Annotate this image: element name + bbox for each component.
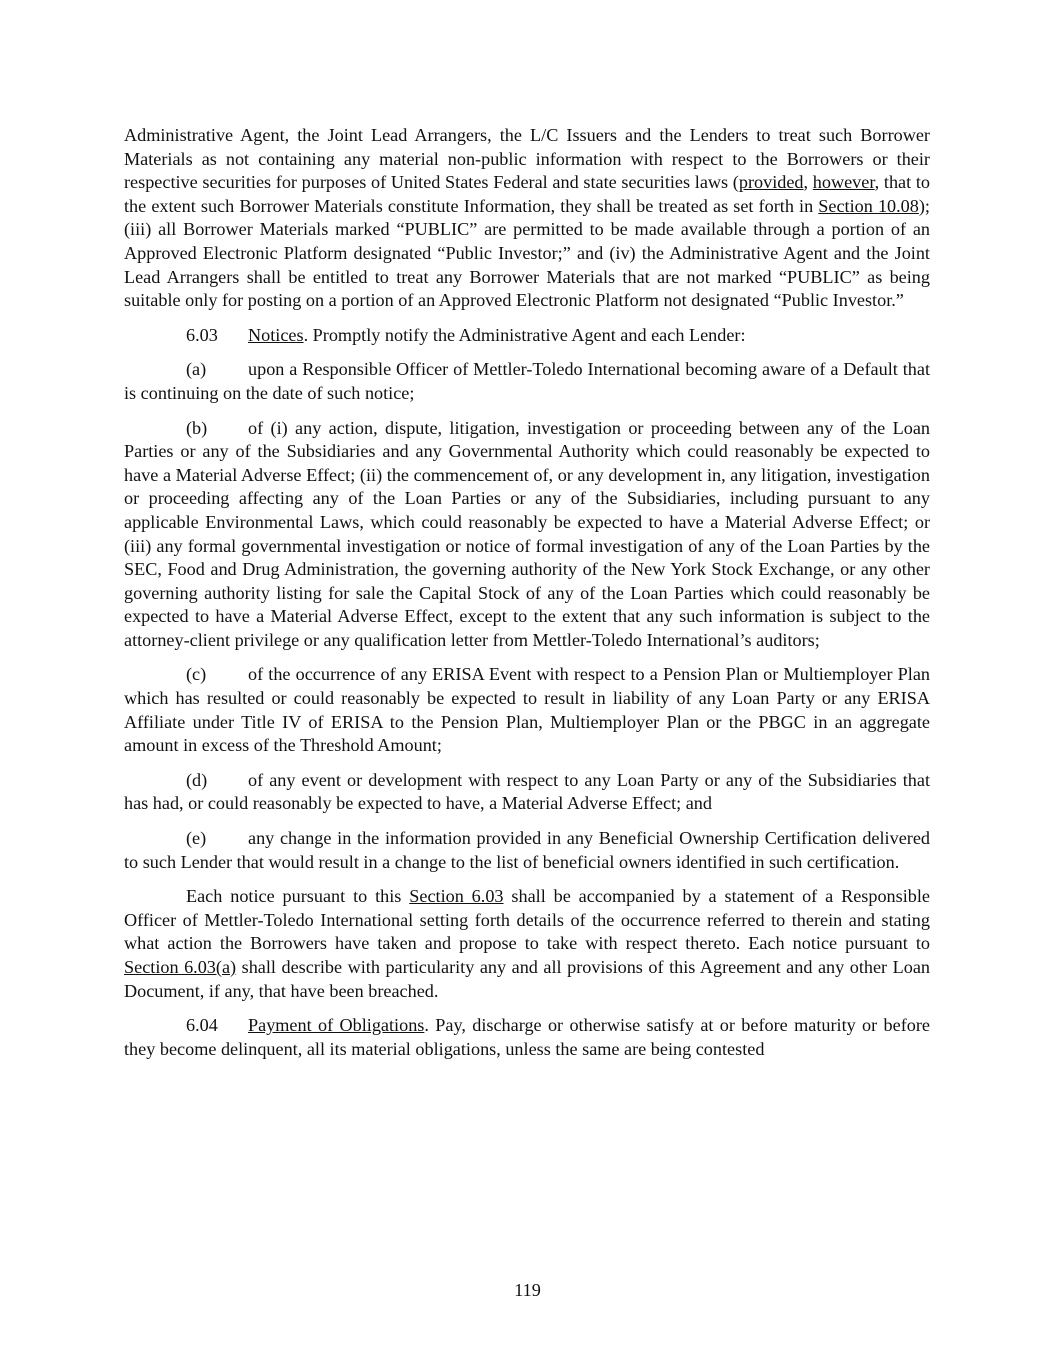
- section-6-03a-link[interactable]: Section 6.03(a): [124, 957, 237, 977]
- clause-label: (c): [186, 664, 207, 685]
- section-6-03-link[interactable]: Section 6.03: [409, 886, 504, 907]
- clause-label: (a): [186, 359, 207, 380]
- clause-d: (d) of any event or development with respect to any Loan Party or any of the Subsidiaries that has had, or could reasonably be expected to have, a Material Adverse Effect; and: [124, 769, 930, 814]
- clause-e: (e) any change in the information provided in any Beneficial Ownership Certification delivered to such Lender that would result in a change to the list of beneficial owners identified in such certification.: [124, 828, 930, 872]
- however-term: however: [812, 172, 875, 193]
- section-heading: Notices: [248, 324, 304, 345]
- clause-label: (d): [186, 769, 208, 790]
- clause-c: (c) of the occurrence of any ERISA Event with respect to a Pension Plan or Multiemployer Plan which has resulted or could reasonably be expected to result in liability of any Loan Party or any ERISA Affiliate under Title IV of ERISA to the Pension Plan, Multiemployer Plan or the PBGC in an aggregate amount in excess of the Threshold Amount;: [124, 664, 930, 756]
- each-notice-paragraph: Each notice pursuant to this Section 6.03 shall be accompanied by a statement of a Responsible Officer of Mettler-Toledo International setting forth details of the occurrence referred to therein and stating what action the Borrowers have taken and propose to take with respect thereto. Each notice pursuant to Section 6.03(a) shall describe with particularity any and all provisions of this Agreement and any other Loan Document, if any, that have been breached.: [124, 886, 930, 1001]
- section-number: 6.04: [186, 1015, 218, 1036]
- section-number: 6.03: [186, 324, 218, 345]
- section-6-04-paragraph: 6.04 Payment of Obligations. Pay, discharge or otherwise satisfy at or before maturity or before they become delinquent, all its material obligations, unless the same are being contested: [124, 1015, 931, 1059]
- page-number: 119: [514, 1280, 541, 1300]
- clause-b: (b) of (i) any action, dispute, litigation, investigation or proceeding between any of the Loan Parties or any of the Subsidiaries and any Governmental Authority which could reasonably be expected to have a Material Adverse Effect; (ii) the commencement of, or any development in, any litigation, investigation or proceeding affecting any of the Loan Parties or any of the Subsidiaries, including pursuant to any applicable Environmental Laws, which could reasonably be expected to have a Material Adverse Effect; or (iii) any formal governmental investigation or notice of formal investigation of any of the Loan Parties by the SEC, Food and Drug Administration, the governing authority of the New York Stock Exchange, or any other governing authority listing for sale the Capital Stock of any of the Loan Parties which could reasonably be expected to have a Material Adverse Effect, except to the extent that any such information is subject to the attorney-client privilege or any qualification letter from Mettler-Toledo International’s auditors;: [124, 417, 930, 650]
- provided-term: provided: [738, 172, 804, 193]
- clause-label: (e): [186, 828, 207, 849]
- intro-paragraph: Administrative Agent, the Joint Lead Arrangers, the L/C Issuers and the Lenders to treat such Borrower Materials as not containing any material non-public information with respect to the Borrowers or their respective securities for purposes of United States Federal and state securities laws (provided, however, that to the extent such Borrower Materials constitute Information, they shall be treated as set forth in Section 10.08); (iii) all Borrower Materials marked “PUBLIC” are permitted to be made available through a portion of an Approved Electronic Platform designated “Public Investor;” and (iv) the Administrative Agent and the Joint Lead Arrangers shall be entitled to treat any Borrower Materials that are not marked “PUBLIC” as being suitable only for posting on a portion of an Approved Electronic Platform not designated “Public Investor.”: [124, 125, 931, 311]
- section-heading: Payment of Obligations: [248, 1015, 425, 1036]
- clause-a: (a) upon a Responsible Officer of Mettler-Toledo International becoming aware of a Default that is continuing on the date of such notice;: [124, 359, 930, 403]
- section-10-08-link[interactable]: Section 10.08: [818, 195, 919, 216]
- clause-label: (b): [186, 417, 208, 438]
- section-6-03-heading-paragraph: 6.03 Notices. Promptly notify the Administrative Agent and each Lender:: [124, 324, 930, 348]
